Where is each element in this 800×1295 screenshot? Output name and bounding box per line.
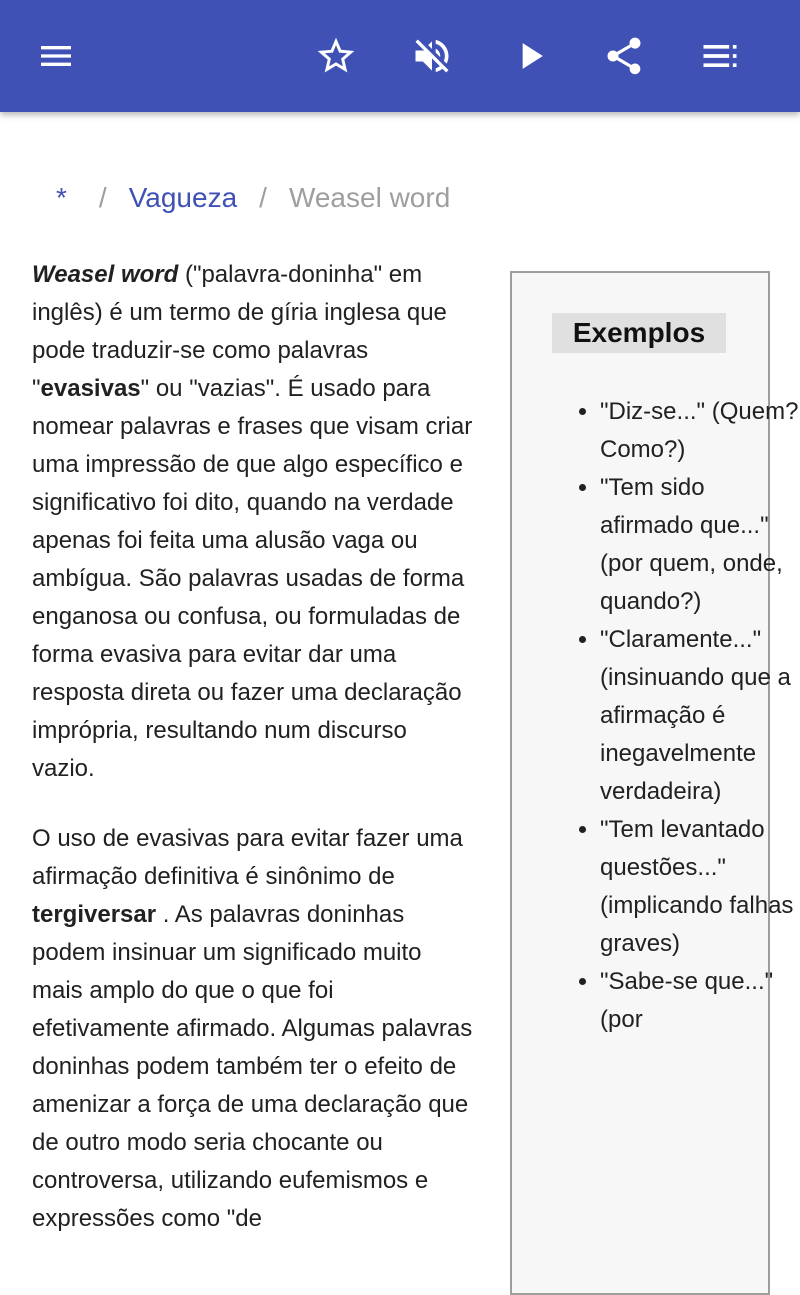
breadcrumb-current: Weasel word [288, 182, 451, 213]
list-icon[interactable] [692, 28, 748, 84]
article-paragraph [32, 256, 476, 788]
bold-term: evasivas [40, 375, 141, 402]
paragraph-text: " ou "vazias". É usado para nomear palavras e frases que visam criar uma impressão de que algo específico e significativo foi dito, quando na verdade apenas foi feita uma alusão vaga ou ambígua. São palavras usadas de forma enganosa ou confusa, ou formuladas de forma evasiva para evitar dar uma resposta direta ou fazer uma declaração imprópria, resultando num discurso vazio. [32, 375, 473, 782]
star-outline-icon[interactable] [308, 28, 364, 84]
list-item: • "Diz-se..." (Quem? Como?) [600, 393, 800, 469]
list-item: • "Tem levantado questões..." (implicando falhas graves) [600, 811, 800, 963]
paragraph-text: ("palavra-doninha" em inglês) é um termo de gíria inglesa que pode traduzir-se como palavras " [32, 261, 447, 402]
volume-off-icon[interactable] [404, 28, 460, 84]
breadcrumb-parent-link[interactable]: Vagueza [128, 182, 238, 213]
paragraph-text: O uso de evasivas para evitar fazer uma afirmação definitiva é sinônimo de [32, 825, 463, 890]
play-icon[interactable] [502, 28, 558, 84]
hamburger-menu-icon[interactable] [28, 28, 84, 84]
list-item: • "Sabe-se que..." (por [600, 963, 800, 1039]
examples-box-title: Exemplos [552, 313, 726, 353]
breadcrumb-separator: / [259, 182, 267, 213]
bold-term: tergiversar [32, 901, 157, 928]
article-term: Weasel word [32, 261, 179, 288]
breadcrumb-home-link[interactable]: * [56, 182, 67, 213]
article-paragraph [32, 820, 476, 1238]
breadcrumb [32, 178, 450, 218]
list-item: • "Claramente..." (insinuando que a afirmação é inegavelmente verdadeira) [600, 621, 800, 811]
breadcrumb-separator: / [98, 182, 107, 213]
app-bar [0, 0, 800, 112]
article-body [32, 256, 476, 1270]
examples-list [512, 393, 800, 1039]
paragraph-text: . As palavras doninhas podem insinuar um significado muito mais amplo do que o que foi efetivamente afirmado. Algumas palavras doninhas podem também ter o efeito de amenizar a força de uma declaração que de outro modo seria chocante ou controversa, utilizando eufemismos e expressões como "de [32, 901, 473, 1232]
list-item: • "Tem sido afirmado que..." (por quem, onde, quando?) [600, 469, 800, 621]
examples-box [510, 271, 799, 1295]
share-icon[interactable] [596, 28, 652, 84]
